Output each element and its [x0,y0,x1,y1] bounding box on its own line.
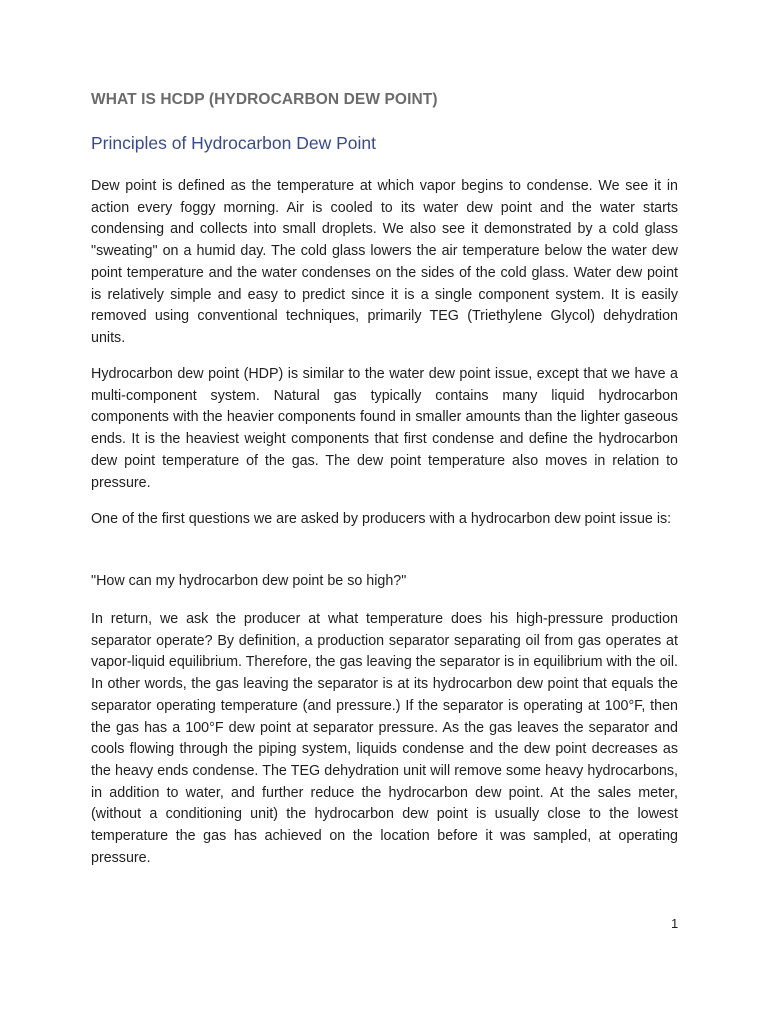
paragraph-separator-explanation: In return, we ask the producer at what temperature does his high-pressure production separator operate? By definition, a production separator separating oil from gas operates at vapor-liquid equilibrium. Therefore, the gas leaving the separator is in equilibrium with the oil. In other words, the gas leaving the separator is at its hydrocarbon dew point that equals the separator operating temperature (and pressure.) If the separator is operating at 100°F, then the gas has a 100°F dew point at separator pressure. As the gas leaves the separator and cools flowing through the piping system, liquids condense and the dew point decreases as the heavy ends condense. The TEG dehydration unit will remove some heavy hydrocarbons, in addition to water, and further reduce the hydrocarbon dew point. At the sales meter, (without a conditioning unit) the hydrocarbon dew point is usually close to the lowest temperature the gas has achieved on the location before it was sampled, at operating pressure. [91,611,679,866]
paragraph-dew-point-definition: Dew point is defined as the temperature at which vapor begins to condense. We see it in action every foggy morning. Air is cooled to its water dew point and the water starts condensing and collects into small droplets. We also see it demonstrated by a cold glass "sweating" on a humid day. The cold glass lowers the air temperature below the water dew point temperature and the water condenses on the sides of the cold glass. Water dew point is relatively simple and easy to predict since it is a single component system. It is easily removed using conventional techniques, primarily TEG (Triethylene Glycol) dehydration units. [91,178,678,346]
document-title: WHAT IS HCDP (HYDROCARBON DEW POINT) [91,91,438,108]
paragraph-producer-question-intro: One of the first questions we are asked by producers with a hydrocarbon dew point issue is: [91,511,672,527]
paragraph-producer-question: "How can my hydrocarbon dew point be so high?" [91,573,407,589]
page-number: 1 [671,916,679,931]
section-heading: Principles of Hydrocarbon Dew Point [91,133,376,153]
paragraph-hydrocarbon-dew-point: Hydrocarbon dew point (HDP) is similar to the water dew point issue, except that we have a multi-component system. Natural gas typically contains many liquid hydrocarbon components with the heavier components found in smaller amounts than the lighter gaseous ends. It is the heaviest weight components that first condense and define the hydrocarbon dew point temperature of the gas. The dew point temperature also moves in relation to pressure. [91,366,678,491]
